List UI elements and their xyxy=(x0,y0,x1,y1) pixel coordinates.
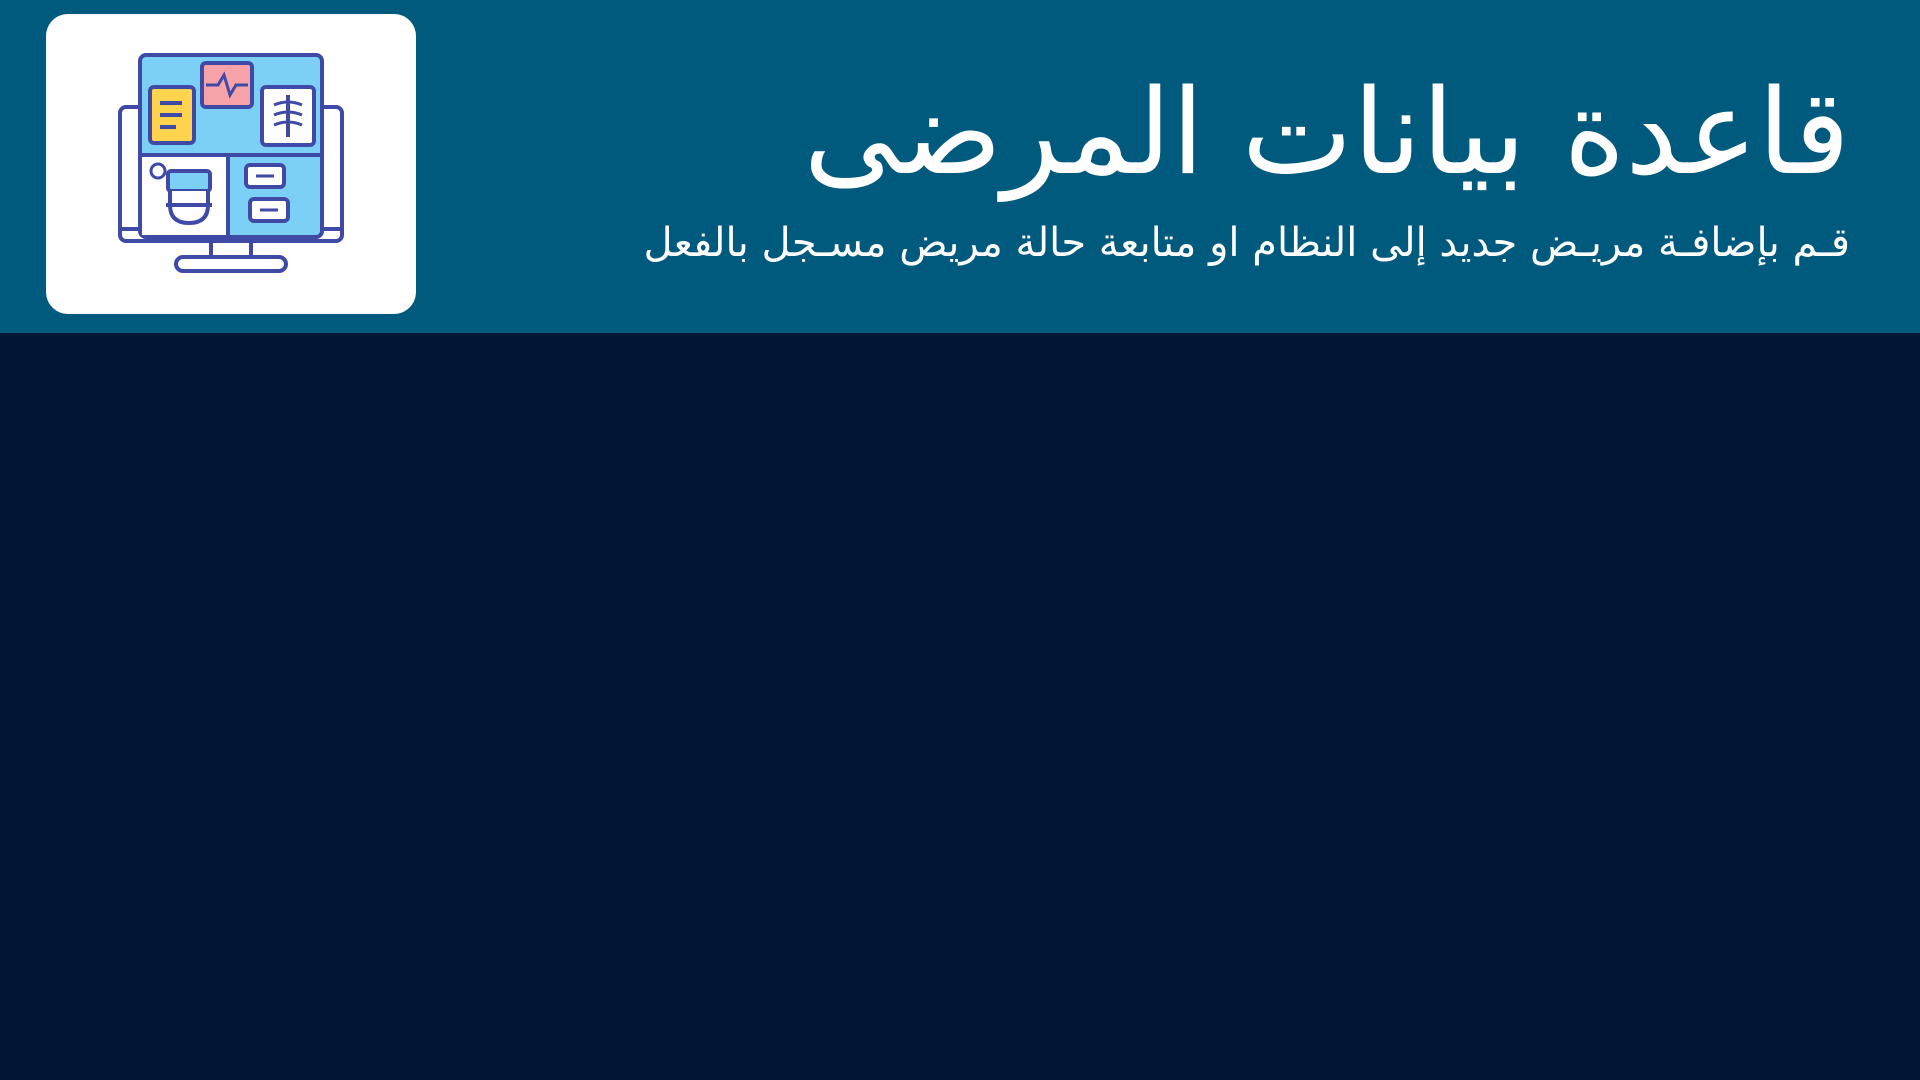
header-banner xyxy=(0,0,1920,333)
main-content-area xyxy=(0,333,1920,1080)
logo-card xyxy=(46,14,416,314)
page-subtitle: قـم بإضافـة مريـض جديد إلى النظام او متابعة حالة مريض مسـجل بالفعل xyxy=(643,220,1850,266)
page-title: قاعدة بيانات المرضى xyxy=(803,63,1850,201)
computer-medical-records-icon xyxy=(116,49,346,279)
